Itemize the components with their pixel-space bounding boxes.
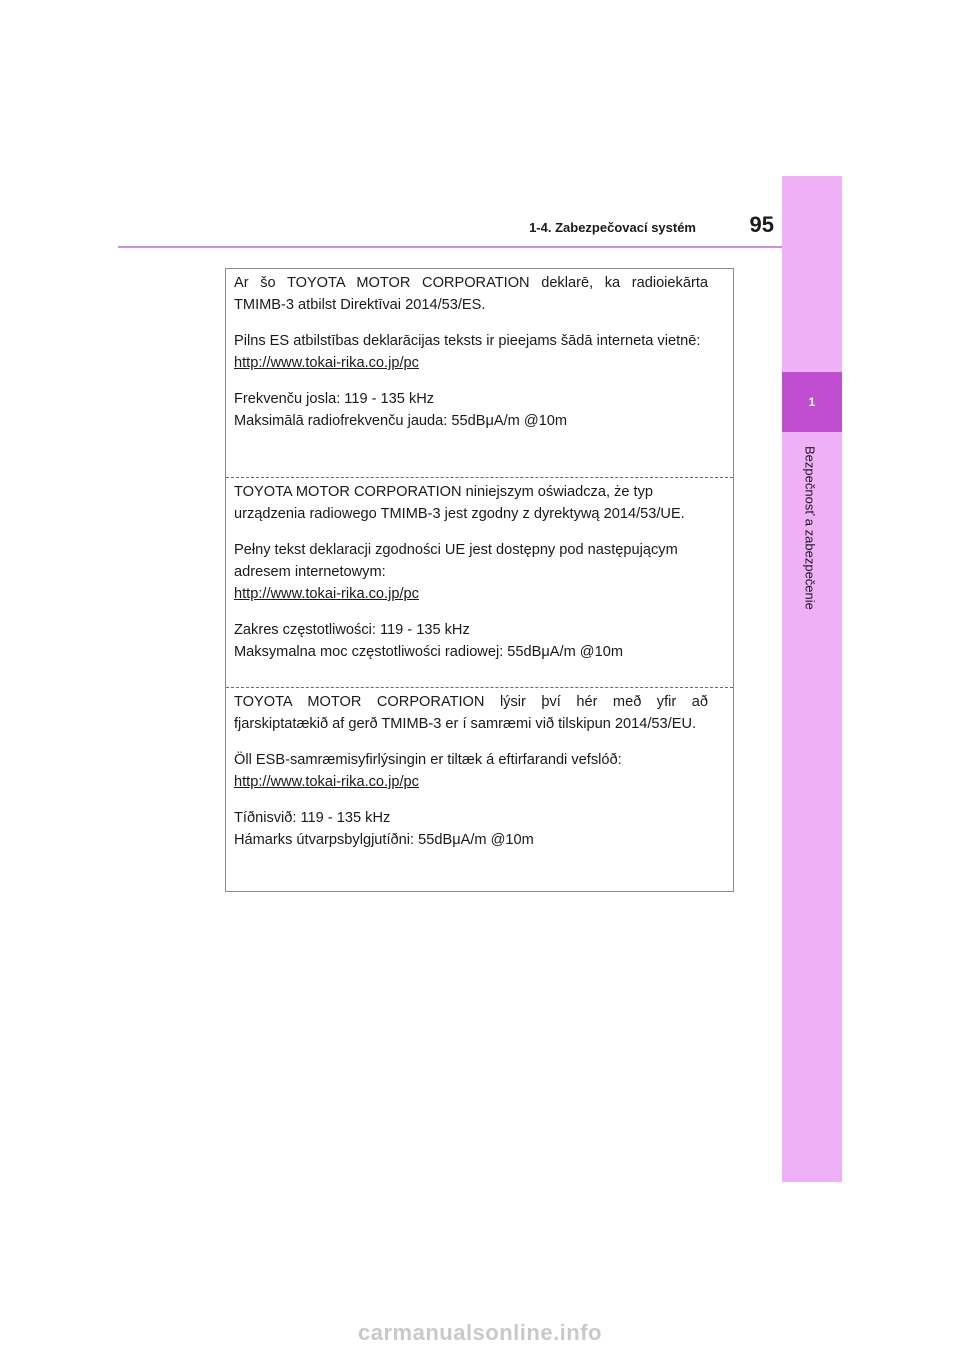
notice-icelandic [226,687,733,891]
page-number: 95 [749,212,774,237]
page-header [118,210,782,248]
full-text-intro: Öll ESB-samræmisyfirlýsingin er tiltæk á eftirfarandi vefslóð: [234,752,622,768]
declaration-text: TOYOTA MOTOR CORPORATION lýsir því hér með yfir að fjarskiptatækið af gerð TMIMB-3 er í samræmi við tilskipun 2014/53/EU. [234,694,708,732]
chapter-title: Bezpečnosť a zabezpečenie [802,446,818,610]
declaration-link[interactable]: http://www.tokai-rika.co.jp/pc [234,355,419,371]
watermark: carmanualsonline.info [358,1320,602,1345]
notice-polish [226,477,733,687]
frequency-band: Frekvenču josla: 119 - 135 kHz [234,391,435,407]
notice-latvian [226,269,733,477]
section-title: 1-4. Zabezpečovací systém [529,220,696,235]
frequency-band: Tíðnisvið: 119 - 135 kHz [234,810,391,826]
declaration-text-line-2: urządzenia radiowego TMIMB-3 jest zgodny z dyrektywą 2014/53/UE. [234,506,685,522]
declaration-link[interactable]: http://www.tokai-rika.co.jp/pc [234,586,419,602]
chapter-number: 1 [808,395,816,409]
chapter-side-tab [782,176,842,1182]
max-power: Hámarks útvarpsbylgjutíðni: 55dBμA/m @10m [234,832,534,848]
full-text-intro-line-2: adresem internetowym: [234,564,386,580]
regulatory-notice-box [225,268,734,892]
declaration-link[interactable]: http://www.tokai-rika.co.jp/pc [234,774,419,790]
max-power: Maksimālā radiofrekvenču jauda: 55dBμA/m @10m [234,413,568,429]
max-power: Maksymalna moc częstotliwości radiowej: 55dBμA/m @10m [234,644,624,660]
chapter-number-badge[interactable] [782,372,842,432]
declaration-text-line-1: TOYOTA MOTOR CORPORATION niniejszym oświadcza, że typ [234,484,653,500]
declaration-text: Ar šo TOYOTA MOTOR CORPORATION deklarē, ka radioiekārta TMIMB-3 atbilst Direktīvai 2014/53/ES. [234,275,708,313]
full-text-intro-line-1: Pełny tekst deklaracji zgodności UE jest dostępny pod następującym [234,542,678,558]
frequency-band: Zakres częstotliwości: 119 - 135 kHz [234,622,470,638]
full-text-intro: Pilns ES atbilstības deklarācijas teksts ir pieejams šādā interneta vietnē: [234,333,701,349]
